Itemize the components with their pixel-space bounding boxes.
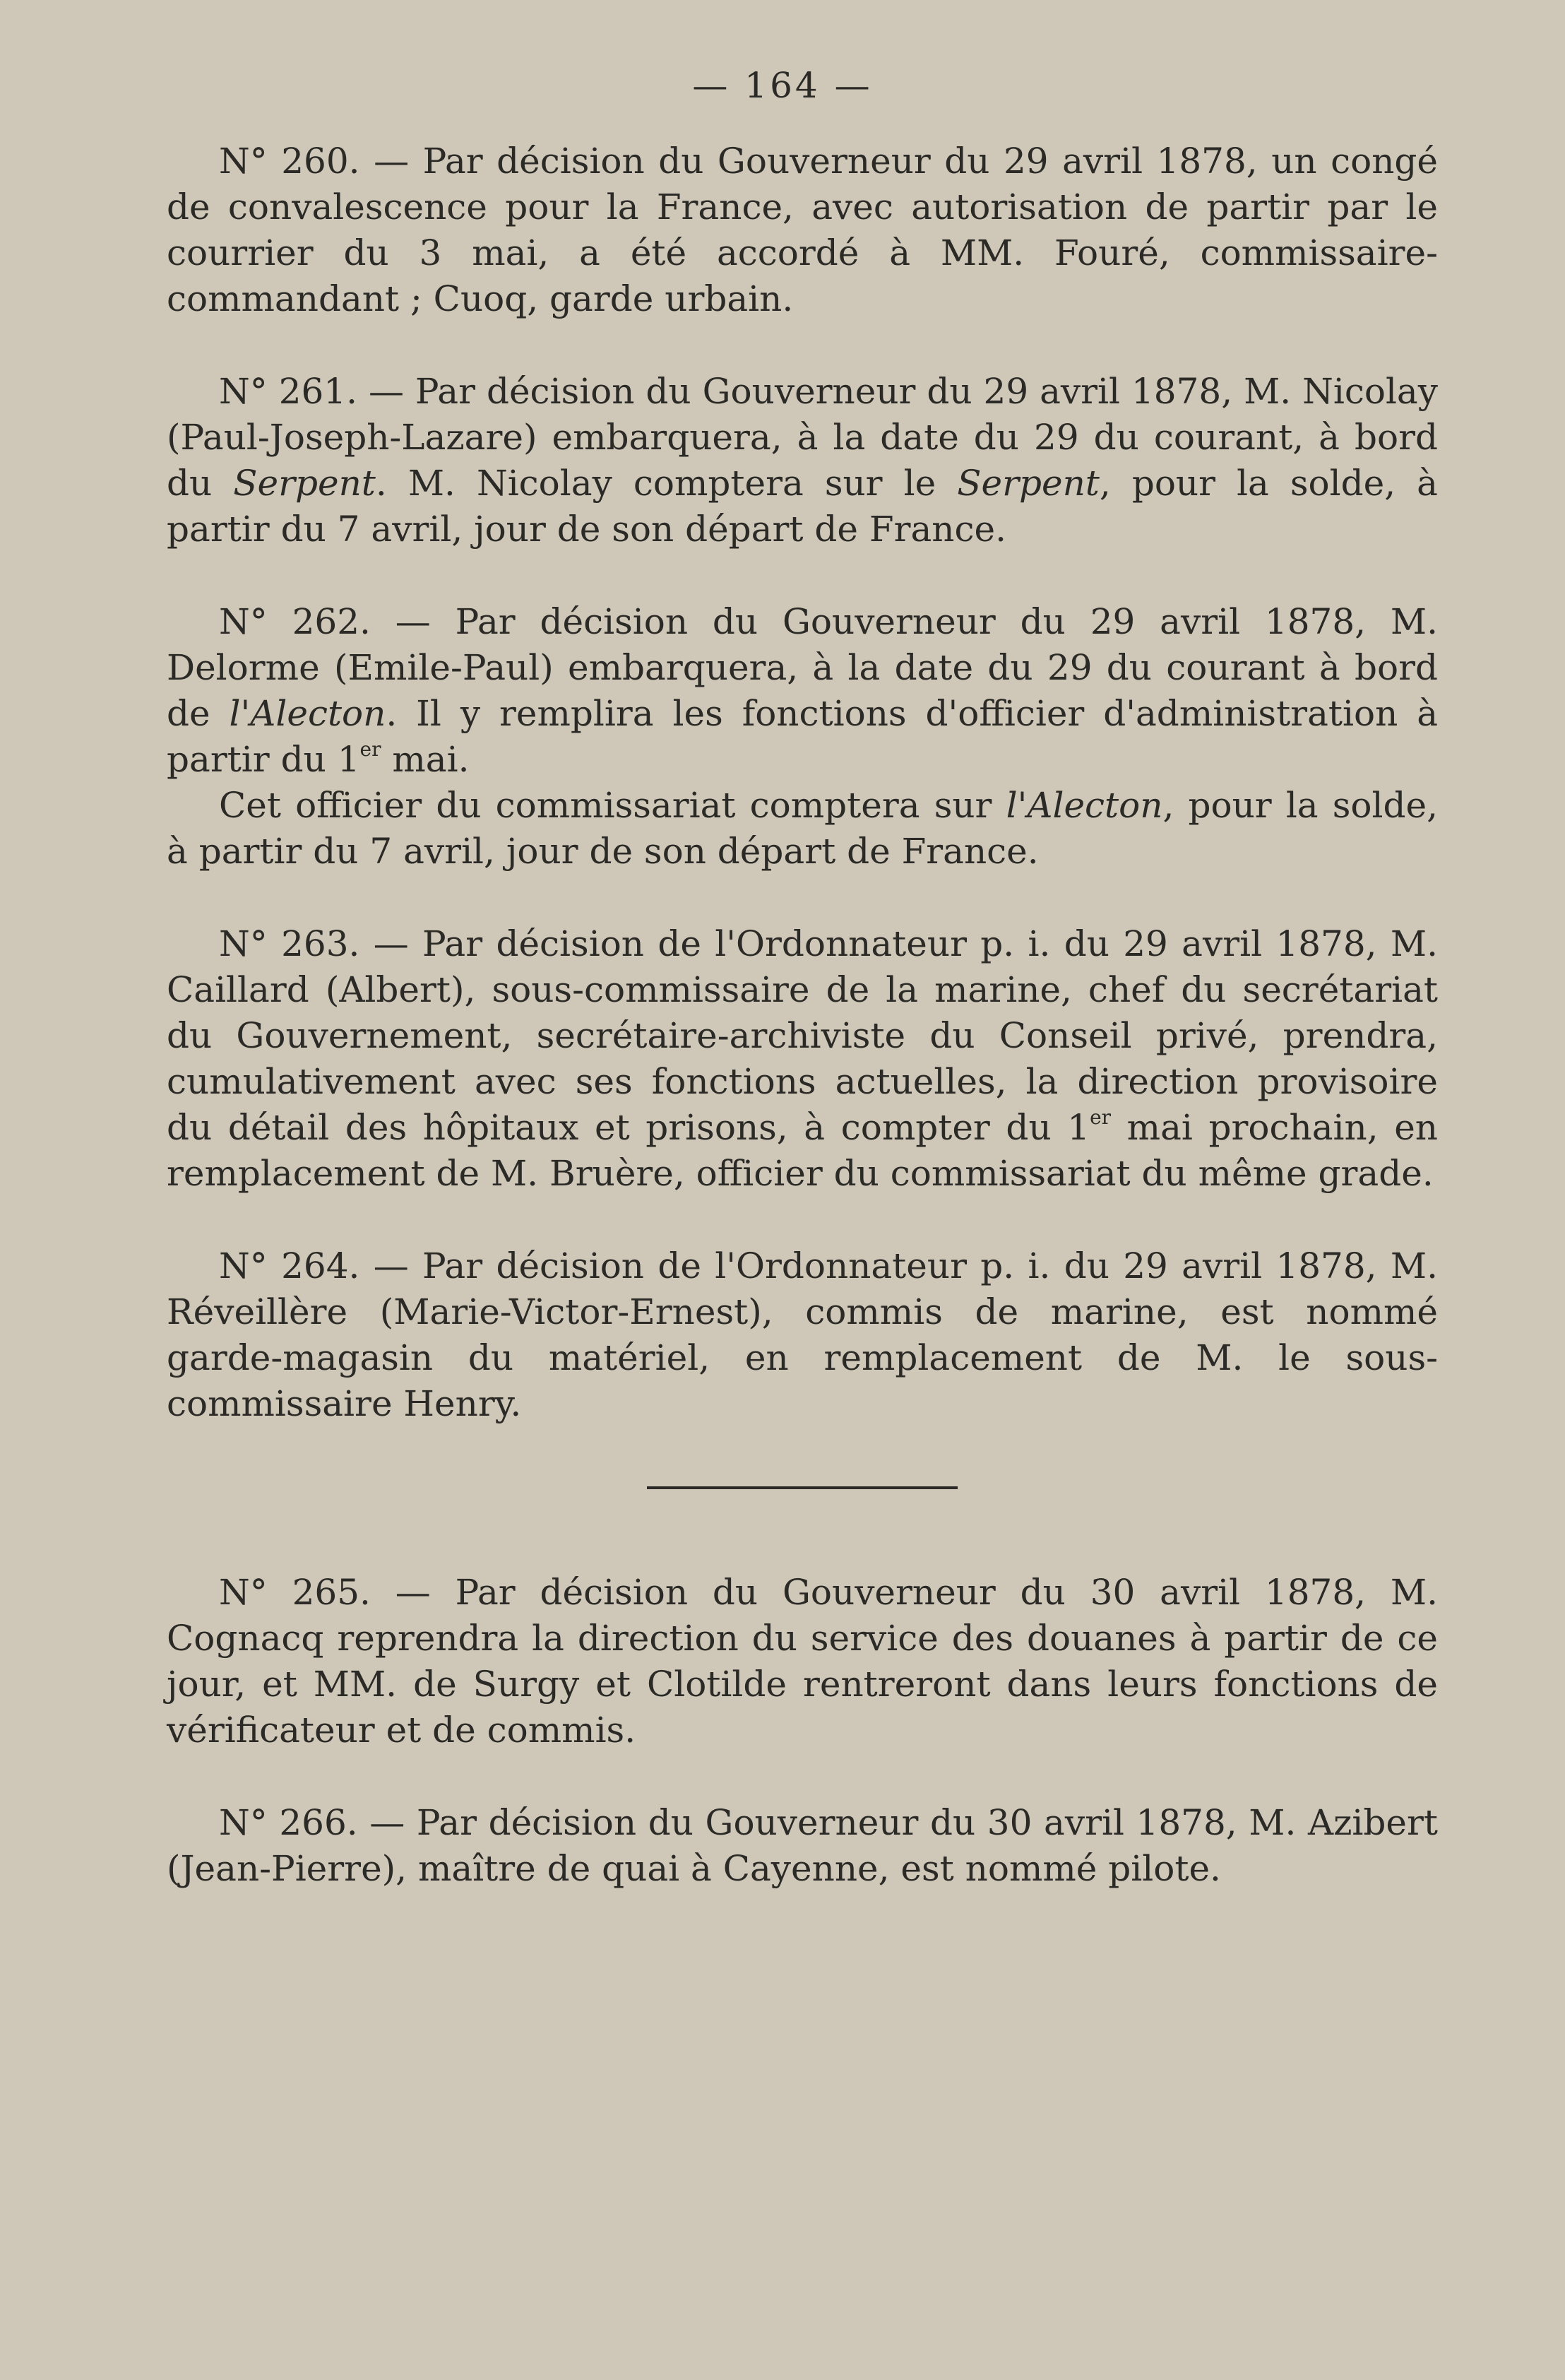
entry-261-ship1: Serpent: [233, 463, 376, 504]
entry-264: [167, 1243, 1438, 1427]
entry-262-cont-ship: l'Alecton: [1006, 785, 1163, 826]
entry-262-text: [167, 599, 1438, 783]
entry-261-part2: . M. Nicolay comptera sur le: [375, 463, 958, 504]
entry-266-text: N° 266. — Par décision du Gouverneur du 30 avril 1878, M. Azibert (Jean-Pierre), maître de quai à Cayenne, est nommé pilote.: [167, 1802, 1438, 1889]
entry-263: [167, 921, 1438, 1197]
entry-262-part1: N° 262. — Par décision du Gouverneur du 29 avril 1878, M. Delorme (Emile-Paul) embarquera, à la date du 29 du courant à bord de: [167, 601, 1438, 734]
entry-262-cont-part1: Cet officier du commissariat comptera sur: [219, 785, 1006, 826]
entry-261: [167, 369, 1438, 552]
entry-260-text: N° 260. — Par décision du Gouverneur du 29 avril 1878, un congé de convalescence pour la France, avec autorisation de partir par le courrier du 3 mai, a été accordé à MM. Fouré, commissaire-commandant ; Cuoq, garde urbain.: [167, 141, 1438, 319]
entry-260: [167, 138, 1438, 322]
entry-264-text: N° 264. — Par décision de l'Ordonnateur p. i. du 29 avril 1878, M. Réveillère (Marie-Victor-Ernest), commis de marine, est nommé garde-magasin du matériel, en remplacement de M. le sous-commissaire Henry.: [167, 1245, 1438, 1424]
entry-265-text: N° 265. — Par décision du Gouverneur du 30 avril 1878, M. Cognacq reprendra la direction du service des douanes à partir de ce jour, et MM. de Surgy et Clotilde rentreront dans leurs fonctions de vérificateur et de commis.: [167, 1572, 1438, 1751]
entry-262-part3: mai.: [381, 739, 470, 780]
entry-266: [167, 1800, 1438, 1892]
page-number: — 164 —: [692, 65, 873, 106]
entry-261-part3: , pour la solde, à partir du 7 avril, jour de son départ de France.: [167, 463, 1438, 550]
entry-265: [167, 1570, 1438, 1753]
entry-262-sup: er: [359, 738, 381, 761]
entry-261-text: [167, 369, 1438, 552]
entry-263-sup: er: [1090, 1106, 1112, 1129]
text-body: [167, 138, 1438, 1938]
entry-262-part2: . Il y remplira les fonctions d'officier d'administration à partir du 1: [167, 693, 1438, 780]
entry-262: [167, 599, 1438, 875]
entry-263-part2: mai prochain, en remplacement de M. Bruère, officier du commissariat du même grade.: [167, 1107, 1438, 1194]
entry-263-part1: N° 263. — Par décision de l'Ordonnateur p. i. du 29 avril 1878, M. Caillard (Albert), sous-commissaire de la marine, chef du secrétariat du Gouvernement, secrétaire-archiviste du Conseil privé, prendra, cumulativement avec ses fonctions actuelles, la direction provisoire du détail des hôpitaux et prisons, à compter du 1: [167, 923, 1438, 1148]
entry-262-cont-part2: , pour la solde, à partir du 7 avril, jour de son départ de France.: [167, 785, 1438, 872]
entry-261-ship2: Serpent: [957, 463, 1100, 504]
entry-262-ship1: l'Alecton: [229, 693, 386, 734]
entry-261-part1: N° 261. — Par décision du Gouverneur du 29 avril 1878, M. Nicolay (Paul-Joseph-Lazare) embarquera, à la date du 29 du courant, à bord du: [167, 371, 1438, 504]
section-divider-wrap: [167, 1467, 1438, 1544]
section-divider: [647, 1486, 958, 1489]
entry-262-continuation: [167, 783, 1438, 875]
entry-263-text: [167, 921, 1438, 1197]
